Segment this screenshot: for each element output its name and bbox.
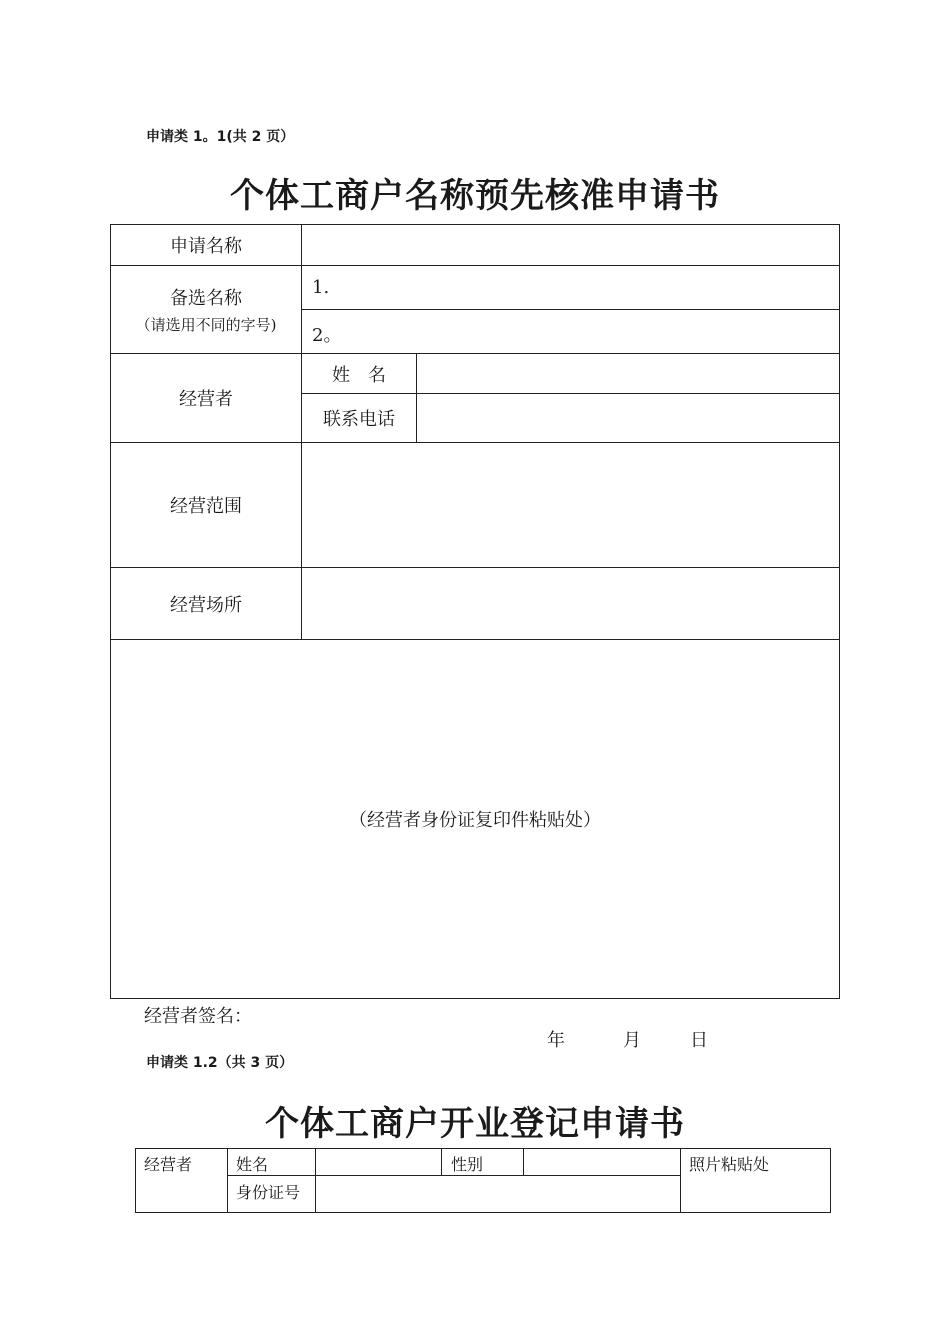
scope-label: 经营范围 (170, 496, 242, 517)
reg-id-field[interactable] (316, 1176, 680, 1212)
date-month: 月 (623, 1030, 641, 1051)
place-label: 经营场所 (170, 594, 242, 616)
reg-name-label: 姓名 (236, 1155, 269, 1174)
operator-phone-label: 联系电话 (323, 409, 395, 430)
signature-label: 经营者签名： (144, 1006, 252, 1027)
form-code-header: 申请类 1。1(共 2 页） (146, 129, 295, 145)
reg-gender-field[interactable] (524, 1149, 680, 1175)
operator-name-label: 姓 名 (332, 364, 386, 386)
reg-gender-label: 性别 (451, 1155, 484, 1174)
date-day: 日 (690, 1030, 708, 1051)
reg-name-field[interactable] (316, 1149, 441, 1175)
operator-label: 经营者 (179, 389, 233, 410)
apply-name-label: 申请名称 (170, 236, 242, 257)
alt-name-label-cell (111, 266, 301, 353)
id-copy-note: （经营者身份证复印件粘贴处） (349, 810, 601, 831)
date-year: 年 (547, 1030, 565, 1051)
place-field[interactable] (302, 568, 839, 639)
scope-field[interactable] (302, 443, 839, 567)
reg-id-label: 身份证号 (236, 1183, 301, 1202)
alt-name-1[interactable]: 1. (312, 277, 330, 298)
alt-name-2[interactable]: 2。 (312, 325, 342, 346)
id-copy-area (111, 640, 839, 998)
form-title-2: 个体工商户开业登记申请书 (265, 1104, 685, 1144)
reg-operator-label: 经营者 (144, 1155, 193, 1174)
operator-name-field[interactable] (417, 354, 839, 393)
form-code-header-2: 申请类 1.2（共 3 页） (146, 1055, 294, 1071)
alt-name-note: （请选用不同的字号) (135, 316, 277, 334)
alt-name-label: 备选名称 (170, 288, 242, 309)
reg-photo-label: 照片粘贴处 (689, 1155, 770, 1174)
form-title: 个体工商户名称预先核准申请书 (230, 176, 720, 216)
operator-phone-field[interactable] (417, 394, 839, 442)
apply-name-field[interactable] (302, 225, 839, 265)
